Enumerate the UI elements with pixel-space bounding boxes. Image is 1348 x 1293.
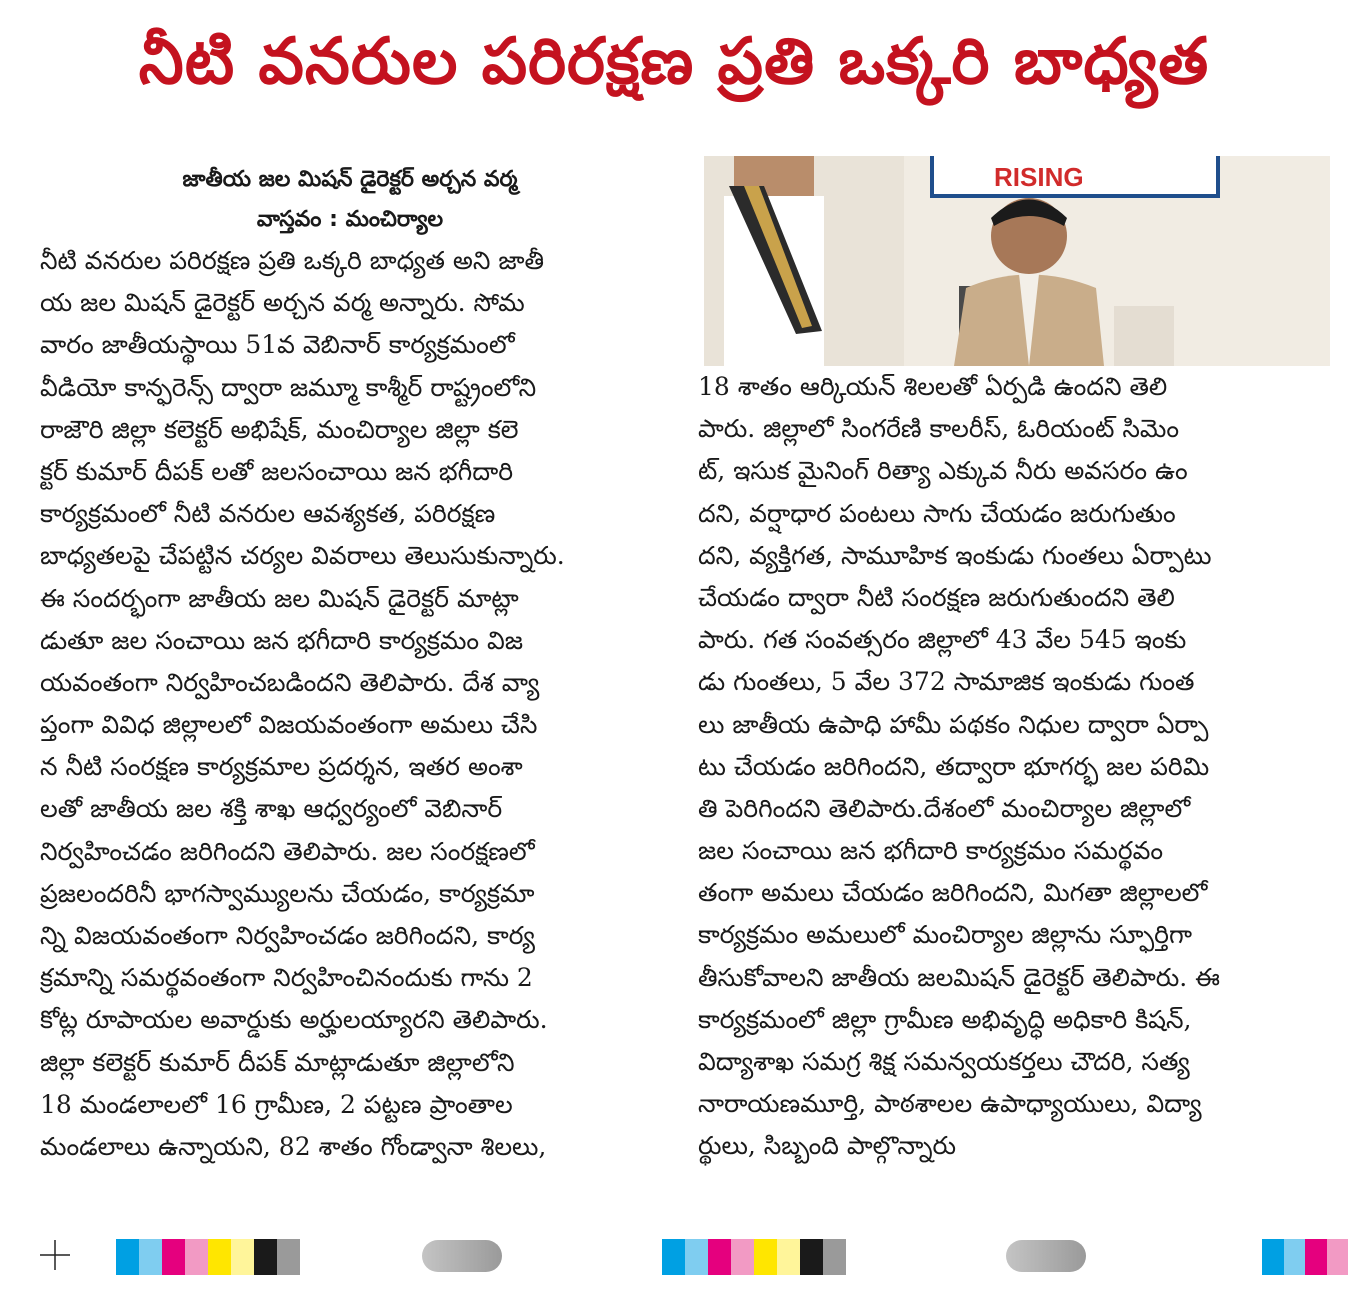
gray-pill-mark — [1006, 1240, 1086, 1272]
article-line: జల సంచాయి జన భగీదారి కార్యక్రమం సమర్థవం — [698, 836, 1164, 866]
article-line: తి పెరిగిందని తెలిపారు.దేశంలో మంచిర్యాల జిల్లాలో — [698, 793, 1191, 823]
color-swatch — [754, 1239, 777, 1275]
article-line: నిర్వహించడం జరిగిందని తెలిపారు. జల సంరక్షణలో — [40, 836, 535, 866]
color-swatch — [708, 1239, 731, 1275]
color-swatch — [231, 1239, 254, 1275]
article-line: 18 మండలాలలో 16 గ్రామీణ, 2 పట్టణ ప్రాంతాల — [40, 1089, 513, 1119]
headline: నీటి వనరుల పరిరక్షణ ప్రతి ఒక్కరి బాధ్యత — [138, 25, 1210, 99]
article-line: జిల్లా కలెక్టర్ కుమార్ దీపక్ మాట్లాడుతూ జిల్లాలోని — [40, 1047, 515, 1077]
article-line: రాజౌరి జిల్లా కలెక్టర్ అభిషేక్, మంచిర్యాల జిల్లా కలె — [40, 414, 519, 444]
article-line: క్రమాన్ని సమర్థవంతంగా నిర్వహించినందుకు గాను 2 — [40, 963, 533, 993]
article-line: లు జాతీయ ఉపాధి హామీ పథకం నిధుల ద్వారా ఏర్పా — [698, 709, 1209, 739]
article-line: ఈ సందర్భంగా జాతీయ జల మిషన్ డైరెక్టర్ మాట్లా — [40, 583, 519, 613]
color-swatch — [208, 1239, 231, 1275]
color-bar-center — [662, 1239, 846, 1275]
article-line: ప్తంగా వివిధ జిల్లాలలో విజయవంతంగా అమలు చేసి — [40, 710, 538, 740]
article-line: చేయడం ద్వారా నీటి సంరక్షణ జరుగుతుందని తెలి — [698, 582, 1175, 612]
color-bar-left — [116, 1239, 300, 1275]
color-swatch — [823, 1239, 846, 1275]
article-body-right — [698, 366, 1328, 1168]
color-swatch — [685, 1239, 708, 1275]
color-swatch — [1284, 1239, 1306, 1275]
dateline: వాస్తవం : మంచిర్యాల — [256, 207, 444, 232]
article-line: వీడియో కాన్ఫరెన్స్ ద్వారా జమ్మూ కాశ్మీర్ రాష్ట్రంలోని — [40, 372, 537, 402]
article-line: య జల మిషన్ డైరెక్టర్ అర్చన వర్మ అన్నారు. సోమ — [40, 288, 525, 318]
article-line: డుతూ జల సంచాయి జన భగీదారి కార్యక్రమం విజ — [40, 625, 524, 655]
color-swatch — [731, 1239, 754, 1275]
color-swatch — [777, 1239, 800, 1275]
article-line: టు చేయడం జరిగిందని, తద్వారా భూగర్భ జల పరిమి — [698, 751, 1210, 781]
article-line: నారాయణమూర్తి, పాఠశాలల ఉపాధ్యాయులు, విద్యా — [698, 1089, 1202, 1119]
article-line: వారం జాతీయస్థాయి 51వ వెబినార్ కార్యక్రమంలో — [40, 330, 515, 360]
article-line: మండలాలు ఉన్నాయని, 82 శాతం గోండ్వానా శిలలు, — [40, 1131, 547, 1161]
article-line: కోట్ల రూపాయల అవార్డుకు అర్హులయ్యారని తెలిపారు. — [40, 1005, 548, 1035]
article-line: కార్యక్రమంలో జిల్లా గ్రామీణ అభివృద్ధి అధికారి కిషన్, — [698, 1004, 1192, 1034]
article-right-column — [698, 366, 1328, 1168]
article-line: తంగా అమలు చేయడం జరిగిందని, మిగతా జిల్లాలలో — [698, 878, 1208, 908]
article-line: 18 శాతం ఆర్కియన్ శిలలతో ఏర్పడి ఉందని తెలి — [698, 372, 1168, 401]
article-line: కార్యక్రమం అమలులో మంచిర్యాల జిల్లాను స్ఫూర్తిగా — [698, 920, 1192, 950]
article-line: ప్రజలందరినీ భాగస్వామ్యులను చేయడం, కార్యక్రమా — [40, 878, 535, 908]
color-swatch — [139, 1239, 162, 1275]
article-line: డు గుంతలు, 5 వేల 372 సామాజిక ఇంకుడు గుంత — [698, 667, 1195, 697]
article-line: న నీటి సంరక్షణ కార్యక్రమాల ప్రదర్శన, ఇతర అంశా — [40, 752, 523, 782]
article-line: న్ని విజయవంతంగా నిర్వహించడం జరిగిందని, కార్య — [40, 921, 535, 950]
article-line: బాధ్యతలపై చేపట్టిన చర్యల వివరాలు తెలుసుకున్నారు. — [40, 541, 565, 571]
banner-text: RISING — [994, 162, 1084, 192]
article-line: పారు. జిల్లాలో సింగరేణి కాలరీస్, ఓరియంట్ సిమెం — [698, 414, 1180, 444]
article-line: యవంతంగా నిర్వహించబడిందని తెలిపారు. దేశ వ్యా — [40, 667, 540, 697]
article-line: దని, వర్షాధార పంటలు సాగు చేయడం జరుగుతుం — [698, 498, 1176, 528]
color-swatch — [254, 1239, 277, 1275]
article-left-column — [40, 160, 660, 1168]
color-swatch — [116, 1239, 139, 1275]
color-swatch — [1305, 1239, 1327, 1275]
article-line: నీటి వనరుల పరిరక్షణ ప్రతి ఒక్కరి బాధ్యత అని జాతీ — [40, 246, 545, 275]
article-line: పారు. గత సంవత్సరం జిల్లాలో 43 వేల 545 ఇంకు — [698, 625, 1187, 655]
article-line: దని, వ్యక్తిగత, సామూహిక ఇంకుడు గుంతలు ఏర్పాటు — [698, 540, 1212, 570]
article-line: విద్యాశాఖ సమగ్ర శిక్ష సమన్వయకర్తలు చౌదరి, సత్య — [698, 1047, 1190, 1076]
article-body-left — [40, 240, 660, 1168]
byline: జాతీయ జల మిషన్ డైరెక్టర్ అర్చన వర్మ — [182, 167, 518, 192]
color-swatch — [1262, 1239, 1284, 1275]
news-photo-illustration — [704, 156, 1330, 366]
article-line: కార్యక్రమంలో నీటి వనరుల ఆవశ్యకత, పరిరక్షణ — [40, 499, 496, 529]
article-line: క్టర్ కుమార్ దీపక్ లతో జలసంచాయి జన భగీదారి — [40, 456, 514, 486]
article-line: లతో జాతీయ జల శక్తి శాఖ ఆధ్వర్యంలో వెబినార్ — [40, 794, 503, 824]
color-swatch — [277, 1239, 300, 1275]
color-swatch — [1327, 1239, 1348, 1275]
color-swatch — [800, 1239, 823, 1275]
article-line: ట్, ఇసుక మైనింగ్ రిత్యా ఎక్కువ నీరు అవసరం ఉం — [698, 456, 1188, 486]
news-photo — [704, 156, 1330, 366]
color-swatch — [185, 1239, 208, 1275]
color-swatch — [162, 1239, 185, 1275]
article-line: తీసుకోవాలని జాతీయ జలమిషన్ డైరెక్టర్ తెలిపారు. ఈ — [698, 962, 1220, 992]
gray-pill-mark — [422, 1240, 502, 1272]
article-line: ర్థులు, సిబ్బంది పాల్గొన్నారు — [698, 1131, 956, 1161]
color-swatch — [662, 1239, 685, 1275]
crosshair-registration-mark — [40, 1240, 70, 1270]
color-bar-right — [1262, 1239, 1348, 1275]
